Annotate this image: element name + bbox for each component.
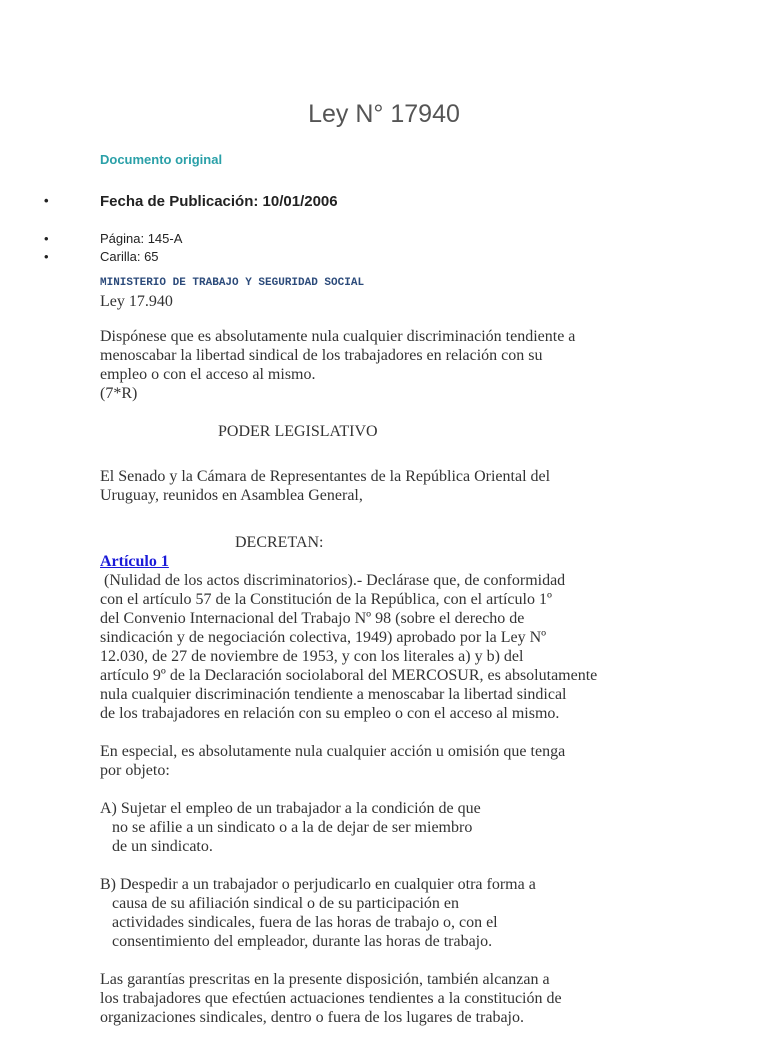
article-1 xyxy=(100,552,740,723)
text-line: artículo 9º de la Declaración sociolaboral del MERCOSUR, es absolutamente xyxy=(100,667,598,684)
text-line: de un sindicato. xyxy=(100,838,213,855)
text-line: organizaciones sindicales, dentro o fuera de los lugares de trabajo. xyxy=(100,1009,524,1026)
garantias xyxy=(100,970,740,1027)
text-line: 12.030, de 27 de noviembre de 1953, y con los literales a) y b) del xyxy=(100,648,524,665)
text-line: B) Despedir a un trabajador o perjudicarlo en cualquier otra forma a xyxy=(100,876,536,893)
summary xyxy=(100,327,740,403)
text-line: Uruguay, reunidos en Asamblea General, xyxy=(100,487,363,504)
item-b xyxy=(100,875,740,951)
law-body xyxy=(100,292,740,1046)
text-line: consentimiento del empleador, durante las horas de trabajo. xyxy=(100,933,493,950)
ministry-heading: MINISTERIO DE TRABAJO Y SEGURIDAD SOCIAL xyxy=(100,277,365,289)
poder-legislativo xyxy=(100,422,740,441)
page-title: Ley N° 17940 xyxy=(308,100,460,128)
publication-date: • Fecha de Publicación: 10/01/2006 xyxy=(100,193,338,210)
text-line: con el artículo 57 de la Constitución de la República, con el artículo 1º xyxy=(100,591,552,608)
text-line: sindicación y de negociación colectiva, 1949) aprobado por la Ley Nº xyxy=(100,629,547,646)
text-line: por objeto: xyxy=(100,762,170,779)
article-1-link[interactable]: Artículo 1 xyxy=(100,553,169,570)
text-line: nula cualquier discriminación tendiente a menoscabar la libertad sindical xyxy=(100,686,567,703)
page-number: • Página: 145-A xyxy=(100,231,182,246)
text-line: El Senado y la Cámara de Representantes de la República Oriental del xyxy=(100,468,551,485)
law-number: Ley 17.940 xyxy=(100,293,173,310)
original-document-link[interactable]: Documento original xyxy=(100,152,223,167)
text-line: Las garantías prescritas en la presente disposición, también alcanzan a xyxy=(100,971,550,988)
text-line: los trabajadores que efectúen actuaciones tendientes a la constitución de xyxy=(100,990,562,1007)
text-line: En especial, es absolutamente nula cualquier acción u omisión que tenga xyxy=(100,743,566,760)
text-line: menoscabar la libertad sindical de los trabajadores en relación con su xyxy=(100,347,543,364)
text-line: (7*R) xyxy=(100,385,138,402)
text-line: del Convenio Internacional del Trabajo Nº 98 (sobre el derecho de xyxy=(100,610,525,627)
text-line: DECRETAN: xyxy=(235,534,324,551)
text-line: PODER LEGISLATIVO xyxy=(218,423,378,440)
text-line: Dispónese que es absolutamente nula cualquier discriminación tendiente a xyxy=(100,328,576,345)
decretan xyxy=(100,533,740,552)
especial xyxy=(100,742,740,780)
text-line: de los trabajadores en relación con su empleo o con el acceso al mismo. xyxy=(100,705,560,722)
senado xyxy=(100,467,740,505)
text-line: (Nulidad de los actos discriminatorios).- Declárase que, de conformidad xyxy=(100,572,566,589)
item-a xyxy=(100,799,740,856)
text-line: actividades sindicales, fuera de las horas de trabajo o, con el xyxy=(100,914,498,931)
text-line: no se afilie a un sindicato o a la de dejar de ser miembro xyxy=(100,819,473,836)
text-line: A) Sujetar el empleo de un trabajador a la condición de que xyxy=(100,800,481,817)
carilla: • Carilla: 65 xyxy=(100,249,159,264)
text-line: empleo o con el acceso al mismo. xyxy=(100,366,316,383)
text-line: causa de su afiliación sindical o de su participación en xyxy=(100,895,459,912)
